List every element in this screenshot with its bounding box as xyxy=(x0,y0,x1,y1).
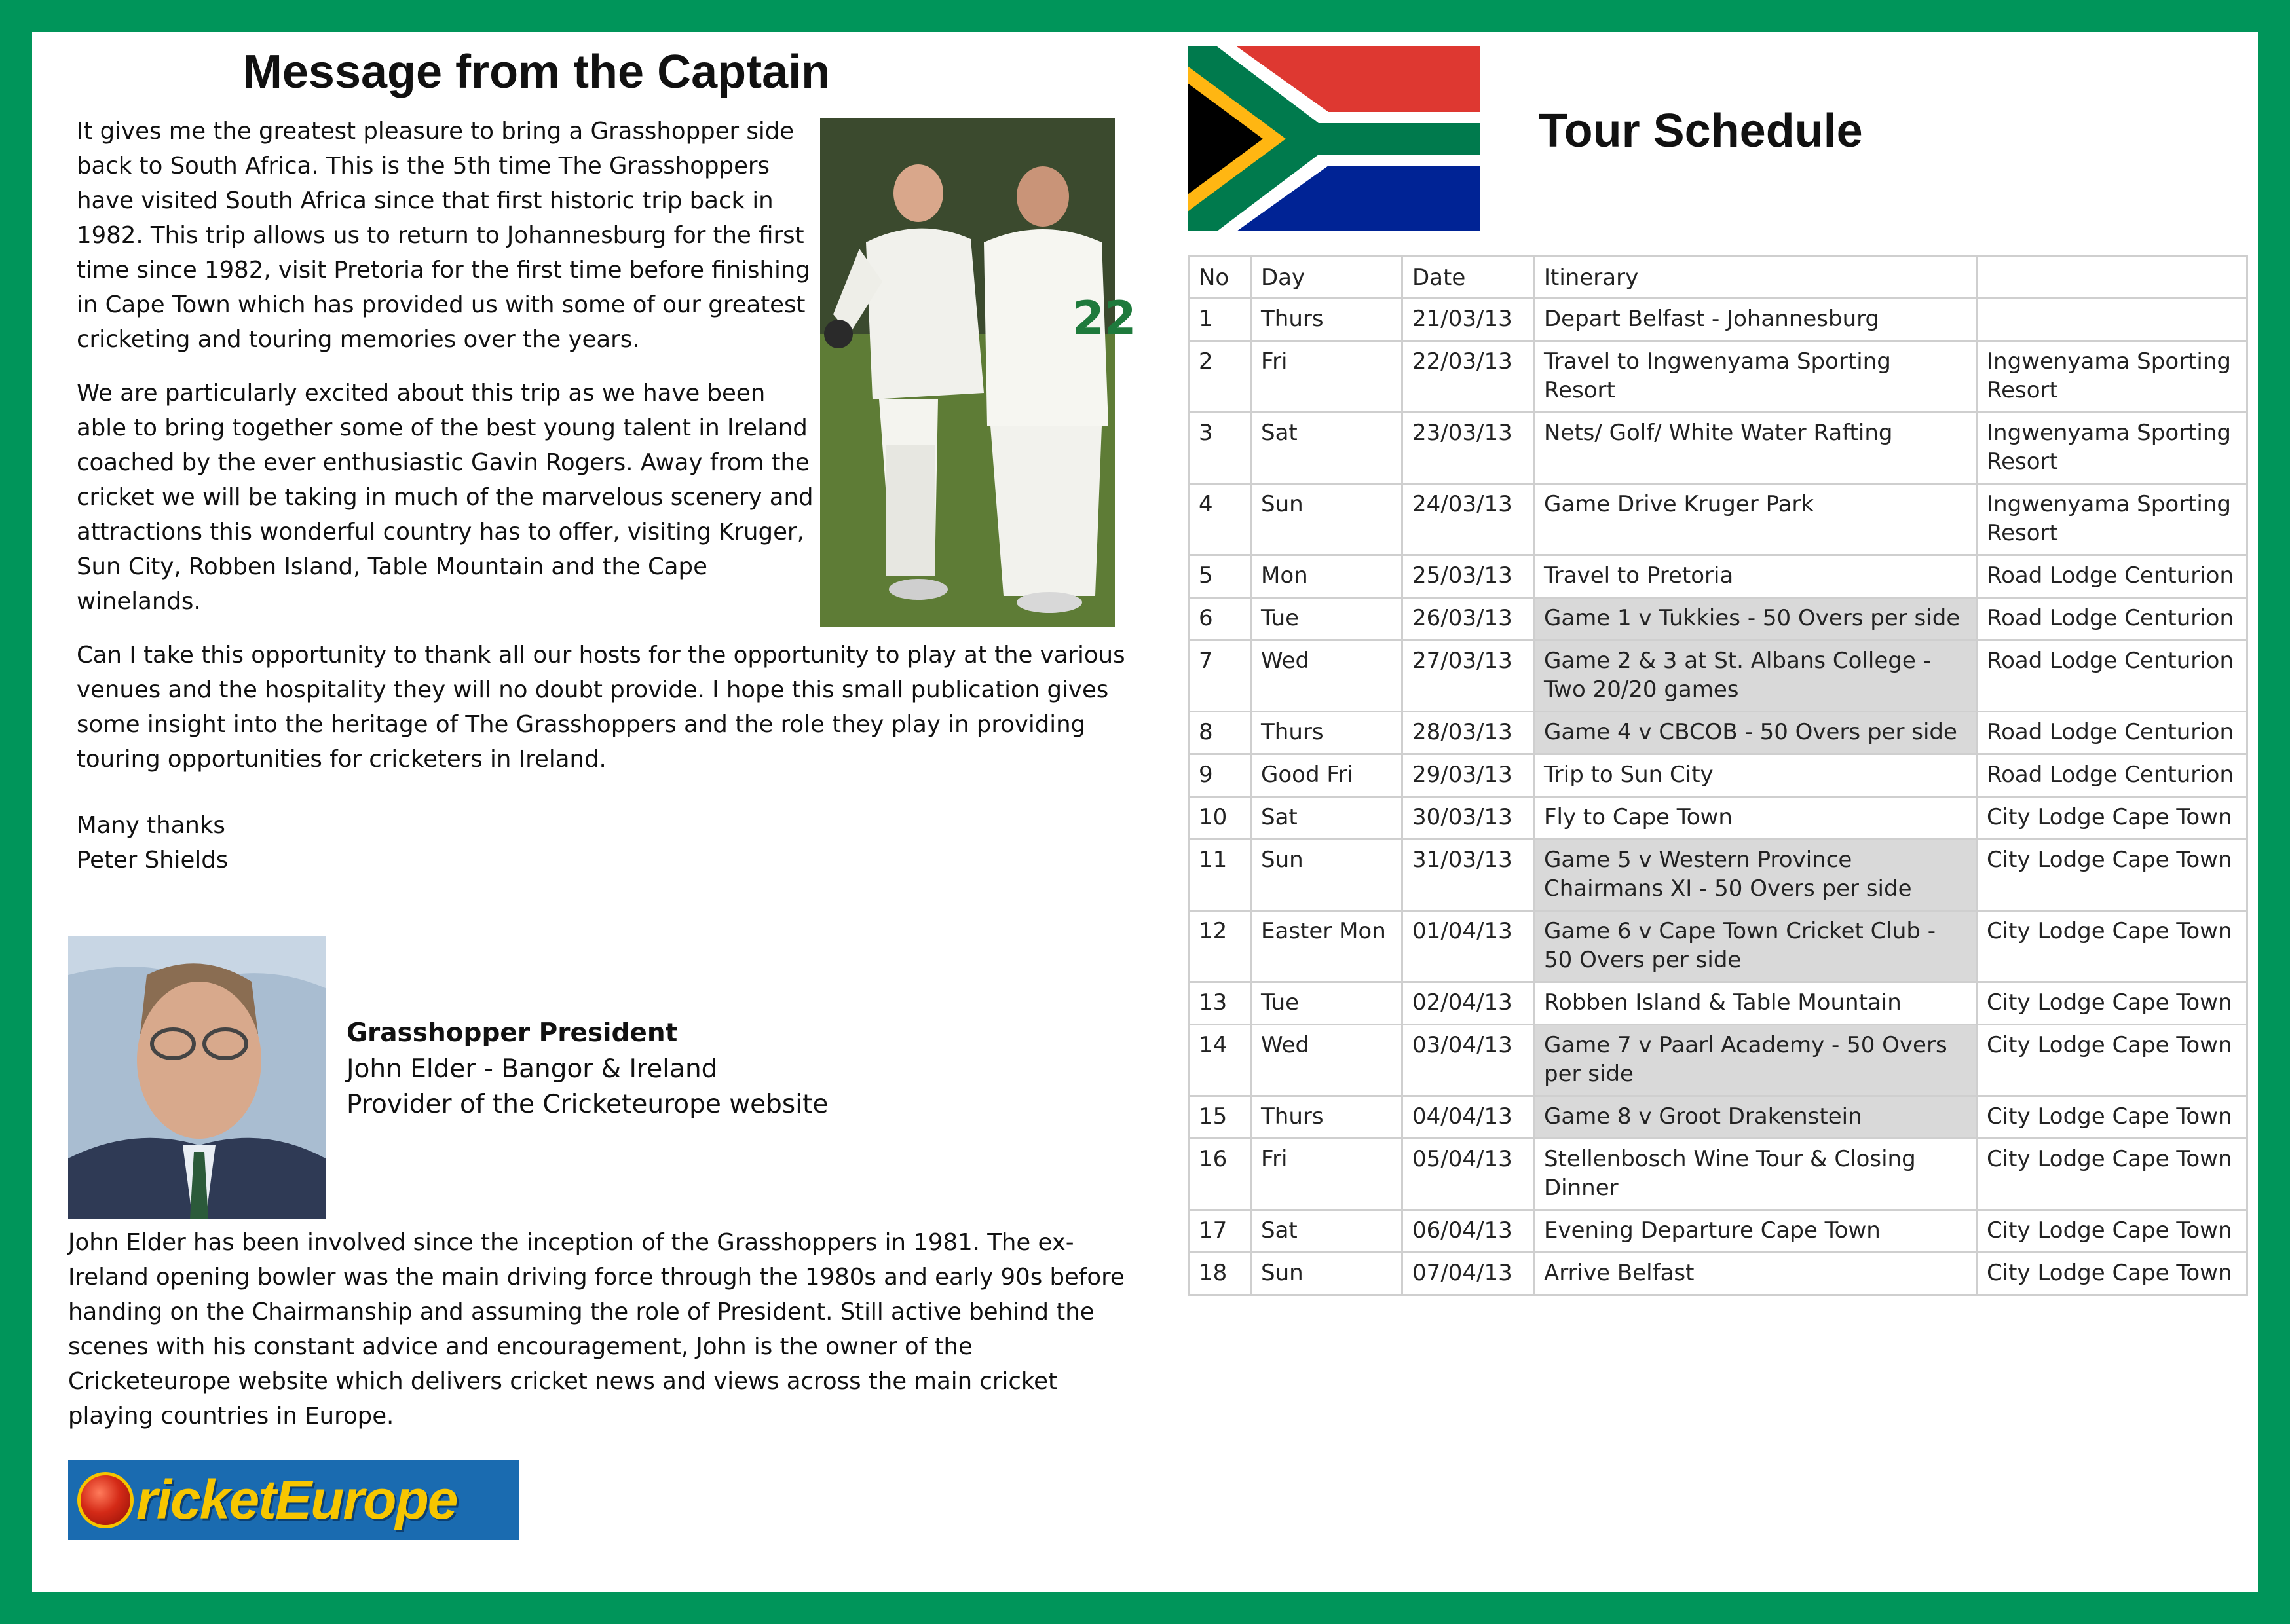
cell-itinerary: Game 5 v Western Province Chairmans XI - 50 Overs per side xyxy=(1534,840,1977,911)
cell-no: 5 xyxy=(1189,555,1251,598)
cell-accommodation: Road Lodge Centurion xyxy=(1977,598,2247,640)
cell-date: 30/03/13 xyxy=(1402,797,1534,840)
table-row xyxy=(1189,1096,2247,1139)
cell-date: 26/03/13 xyxy=(1402,598,1534,640)
cell-no: 3 xyxy=(1189,413,1251,484)
cell-no: 7 xyxy=(1189,640,1251,712)
cell-itinerary: Game Drive Kruger Park xyxy=(1534,484,1977,555)
cell-day: Sun xyxy=(1251,484,1402,555)
table-header-row xyxy=(1189,256,2247,299)
cricketeurope-logo xyxy=(68,1460,519,1540)
cell-date: 02/04/13 xyxy=(1402,982,1534,1025)
header-day: Day xyxy=(1251,256,1402,299)
cell-date: 03/04/13 xyxy=(1402,1025,1534,1096)
table-row xyxy=(1189,712,2247,754)
cell-itinerary: Evening Departure Cape Town xyxy=(1534,1210,1977,1253)
cell-accommodation: City Lodge Cape Town xyxy=(1977,982,2247,1025)
cell-itinerary: Arrive Belfast xyxy=(1534,1253,1977,1295)
cell-accommodation: City Lodge Cape Town xyxy=(1977,1210,2247,1253)
cricketeurope-logo-text: ricketEurope xyxy=(136,1469,457,1530)
cell-itinerary: Nets/ Golf/ White Water Rafting xyxy=(1534,413,1977,484)
table-row xyxy=(1189,341,2247,413)
cell-accommodation: Ingwenyama Sporting Resort xyxy=(1977,413,2247,484)
cell-day: Sun xyxy=(1251,1253,1402,1295)
cell-date: 04/04/13 xyxy=(1402,1096,1534,1139)
cell-day: Sat xyxy=(1251,797,1402,840)
cell-no: 6 xyxy=(1189,598,1251,640)
cell-date: 27/03/13 xyxy=(1402,640,1534,712)
table-row xyxy=(1189,640,2247,712)
president-name-line: John Elder - Bangor & Ireland xyxy=(347,1054,718,1084)
cell-day: Easter Mon xyxy=(1251,911,1402,982)
cell-date: 31/03/13 xyxy=(1402,840,1534,911)
cell-itinerary: Stellenbosch Wine Tour & Closing Dinner xyxy=(1534,1139,1977,1210)
cell-no: 1 xyxy=(1189,299,1251,341)
cell-day: Wed xyxy=(1251,1025,1402,1096)
cell-itinerary: Game 6 v Cape Town Cricket Club - 50 Overs per side xyxy=(1534,911,1977,982)
captain-title: Message from the Captain xyxy=(242,46,831,98)
cell-accommodation: City Lodge Cape Town xyxy=(1977,840,2247,911)
cell-accommodation: Ingwenyama Sporting Resort xyxy=(1977,341,2247,413)
captain-signoff xyxy=(77,808,535,877)
table-row xyxy=(1189,840,2247,911)
captain-paragraph-2: We are particularly excited about this trip as we have been able to bring together some of the best young talent in Ireland coached by the ever enthusiastic Gavin Rogers. Away from the cricket we will be taking in much of the marvelous scenery and attractions this wonderful country has to offer, visiting Kruger, Sun City, Robben Island, Table Mountain and the Cape winelands. xyxy=(77,380,814,615)
cell-accommodation: City Lodge Cape Town xyxy=(1977,911,2247,982)
cell-accommodation: City Lodge Cape Town xyxy=(1977,1253,2247,1295)
cell-itinerary: Game 4 v CBCOB - 50 Overs per side xyxy=(1534,712,1977,754)
cell-day: Thurs xyxy=(1251,299,1402,341)
table-row xyxy=(1189,598,2247,640)
cell-accommodation: Road Lodge Centurion xyxy=(1977,712,2247,754)
cell-date: 05/04/13 xyxy=(1402,1139,1534,1210)
cell-no: 13 xyxy=(1189,982,1251,1025)
table-row xyxy=(1189,299,2247,341)
cell-accommodation: City Lodge Cape Town xyxy=(1977,797,2247,840)
cell-itinerary: Game 2 & 3 at St. Albans College - Two 20/20 games xyxy=(1534,640,1977,712)
president-title: Grasshopper President xyxy=(347,1018,678,1048)
table-row xyxy=(1189,1025,2247,1096)
cell-date: 24/03/13 xyxy=(1402,484,1534,555)
table-row xyxy=(1189,1139,2247,1210)
cell-day: Sat xyxy=(1251,413,1402,484)
cell-day: Sat xyxy=(1251,1210,1402,1253)
tour-schedule-table xyxy=(1188,255,2248,1296)
captain-paragraph-3: Can I take this opportunity to thank all our hosts for the opportunity to play at the various venues and the hospitality they will no doubt provide. I hope this small publication gives some insight into the heritage of The Grasshoppers and the role they play in providing touring opportunities for cricketers in Ireland. xyxy=(77,642,1125,773)
cell-date: 01/04/13 xyxy=(1402,911,1534,982)
cell-no: 16 xyxy=(1189,1139,1251,1210)
header-accommodation xyxy=(1977,256,2247,299)
cell-no: 17 xyxy=(1189,1210,1251,1253)
table-row xyxy=(1189,555,2247,598)
cell-day: Wed xyxy=(1251,640,1402,712)
cell-day: Thurs xyxy=(1251,1096,1402,1139)
cell-day: Sun xyxy=(1251,840,1402,911)
cricket-ball-icon xyxy=(77,1472,134,1528)
cell-date: 21/03/13 xyxy=(1402,299,1534,341)
john-elder-portrait-photo xyxy=(68,936,326,1219)
cell-no: 14 xyxy=(1189,1025,1251,1096)
table-row xyxy=(1189,797,2247,840)
signoff-text: Many thanks xyxy=(77,812,225,839)
cell-no: 9 xyxy=(1189,754,1251,797)
south-africa-flag xyxy=(1188,46,1480,231)
cell-day: Good Fri xyxy=(1251,754,1402,797)
cell-date: 22/03/13 xyxy=(1402,341,1534,413)
table-row xyxy=(1189,982,2247,1025)
header-no: No xyxy=(1189,256,1251,299)
cell-accommodation xyxy=(1977,299,2247,341)
cell-itinerary: Trip to Sun City xyxy=(1534,754,1977,797)
table-row xyxy=(1189,413,2247,484)
cell-no: 12 xyxy=(1189,911,1251,982)
cell-day: Thurs xyxy=(1251,712,1402,754)
cell-no: 18 xyxy=(1189,1253,1251,1295)
page xyxy=(32,32,2258,1592)
table-row xyxy=(1189,484,2247,555)
table-row xyxy=(1189,911,2247,982)
cell-no: 2 xyxy=(1189,341,1251,413)
captain-paragraph-1: It gives me the greatest pleasure to bring a Grasshopper side back to South Africa. This is the 5th time The Grasshoppers have visited South Africa since that first historic trip back in 1982. This trip allows us to return to Johannesburg for the first time since 1982, visit Pretoria for the first time before finishing in Cape Town which has provided us with some of our greatest cricketing and touring memories over the years. xyxy=(77,118,810,353)
cell-date: 06/04/13 xyxy=(1402,1210,1534,1253)
cell-itinerary: Game 1 v Tukkies - 50 Overs per side xyxy=(1534,598,1977,640)
cell-itinerary: Game 8 v Groot Drakenstein xyxy=(1534,1096,1977,1139)
cell-date: 28/03/13 xyxy=(1402,712,1534,754)
cell-day: Fri xyxy=(1251,1139,1402,1210)
table-row xyxy=(1189,754,2247,797)
cell-accommodation: City Lodge Cape Town xyxy=(1977,1139,2247,1210)
cell-itinerary: Travel to Pretoria xyxy=(1534,555,1977,598)
cell-accommodation: Ingwenyama Sporting Resort xyxy=(1977,484,2247,555)
table-row xyxy=(1189,1253,2247,1295)
cell-no: 15 xyxy=(1189,1096,1251,1139)
cell-itinerary: Fly to Cape Town xyxy=(1534,797,1977,840)
cricketers-celebrating-photo xyxy=(820,118,1136,627)
cell-no: 10 xyxy=(1189,797,1251,840)
cell-itinerary: Travel to Ingwenyama Sporting Resort xyxy=(1534,341,1977,413)
president-role-line: Provider of the Cricketeurope website xyxy=(347,1090,829,1119)
table-row xyxy=(1189,1210,2247,1253)
cell-itinerary: Game 7 v Paarl Academy - 50 Overs per side xyxy=(1534,1025,1977,1096)
cell-accommodation: Road Lodge Centurion xyxy=(1977,640,2247,712)
cell-day: Mon xyxy=(1251,555,1402,598)
cell-no: 8 xyxy=(1189,712,1251,754)
president-bio: John Elder has been involved since the inception of the Grasshoppers in 1981. The ex-Ireland opening bowler was the main driving force through the 1980s and early 90s before handing on the Chairmanship and assuming the role of President. Still active behind the scenes with his constant advice and encouragement, John is the owner of the Cricketeurope website which delivers cricket news and views across the main cricket playing countries in Europe. xyxy=(68,1229,1125,1430)
cell-accommodation: City Lodge Cape Town xyxy=(1977,1025,2247,1096)
cell-no: 4 xyxy=(1189,484,1251,555)
cell-date: 29/03/13 xyxy=(1402,754,1534,797)
cell-itinerary: Robben Island & Table Mountain xyxy=(1534,982,1977,1025)
cell-itinerary: Depart Belfast - Johannesburg xyxy=(1534,299,1977,341)
cell-day: Tue xyxy=(1251,598,1402,640)
cell-date: 23/03/13 xyxy=(1402,413,1534,484)
cell-accommodation: Road Lodge Centurion xyxy=(1977,754,2247,797)
cell-date: 07/04/13 xyxy=(1402,1253,1534,1295)
cell-no: 11 xyxy=(1189,840,1251,911)
signature-text: Peter Shields xyxy=(77,847,229,874)
header-date: Date xyxy=(1402,256,1534,299)
header-itinerary: Itinerary xyxy=(1534,256,1977,299)
cell-accommodation: Road Lodge Centurion xyxy=(1977,555,2247,598)
cell-day: Tue xyxy=(1251,982,1402,1025)
shirt-number-label: 22 xyxy=(1072,291,1136,345)
cell-date: 25/03/13 xyxy=(1402,555,1534,598)
cell-day: Fri xyxy=(1251,341,1402,413)
tour-schedule-title: Tour Schedule xyxy=(1539,105,1863,157)
cell-accommodation: City Lodge Cape Town xyxy=(1977,1096,2247,1139)
